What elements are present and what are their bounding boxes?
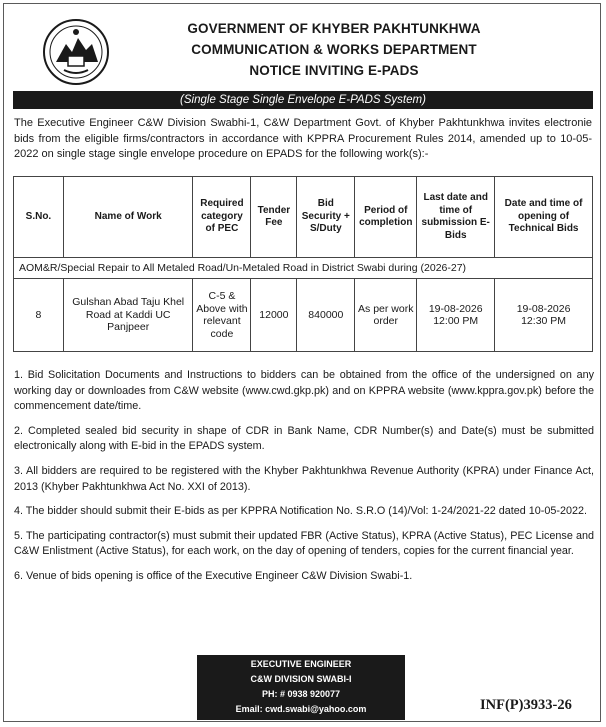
cell-name-of-work: Gulshan Abad Taju Khel Road at Kaddi UC Panjpeer (63, 279, 193, 352)
header-tender-fee: Tender Fee (251, 177, 297, 258)
government-emblem-icon (42, 18, 110, 86)
signatory-email: Email: cwd.swabi@yahoo.com (235, 704, 367, 714)
cell-period: As per work order (355, 279, 417, 352)
section-title: AOM&R/Special Repair to All Metaled Road/Un-Metaled Road in District Swabi during (2026-27) (14, 258, 593, 279)
header-bid-security: Bid Security + S/Duty (297, 177, 355, 258)
works-table (13, 176, 593, 352)
signature-block (197, 655, 405, 720)
opening-date-value: 19-08-2026 (516, 302, 571, 315)
term-item-3: 3. All bidders are required to be registered with the Khyber Pakhtunkhwa Revenue Authority (KPRA) under Finance Act, 2013 (Khyber Pakhtunkhwa Act No. XXI of 2013). (14, 464, 594, 493)
department-title: COMMUNICATION & WORKS DEPARTMENT (191, 42, 477, 57)
reference-number: INF(P)3933-26 (480, 697, 572, 713)
notice-header (4, 10, 602, 90)
term-item-6: 6. Venue of bids opening is office of the Executive Engineer C&W Division Swabi-1. (14, 569, 413, 582)
cell-sno: 8 (14, 279, 64, 352)
cell-category: C-5 & Above with relevant code (193, 279, 251, 352)
cell-last-date (417, 279, 495, 352)
term-item-5: 5. The participating contractor(s) must submit their updated FBR (Active Status), KPRA (Active Status), PEC License and C&W Enlistment (Active Status), for each work, on the day of opening of tenders, copies for the current financial year. (14, 529, 594, 558)
term-item-1: 1. Bid Solicitation Documents and Instructions to bidders can be obtained from the office of the undersigned on any working day or downloades from C&W website (www.cwd.gkp.pk) and on KPPRA website (www.kppra.gov.pk) before the commencement date/time. (14, 369, 594, 413)
header-period: Period of completion (355, 177, 417, 258)
opening-time-value: 12:30 PM (521, 315, 567, 327)
header-category: Required category of PEC (193, 177, 251, 258)
table-header-row (14, 177, 593, 258)
table-row (14, 279, 593, 352)
term-item-4: 4. The bidder should submit their E-bids as per KPPRA Notification No. S.R.O (14)/Vol: 1-24/2021-22 dated 10-05-2022. (14, 505, 587, 518)
header-last-date: Last date and time of submission E-Bids (417, 177, 495, 258)
signatory-division: C&W DIVISION SWABI-I (250, 674, 352, 684)
notice-page (3, 3, 601, 722)
intro-paragraph: The Executive Engineer C&W Division Swabhi-1, C&W Department Govt. of Khyber Pakhtunkhwa invites electronie bids from the eligible firms/contractors in accordance with KPPRA Procurement Rules 2014, amended up to 10-05-2022 on single stage single envelope procedure on EPADS for the following work(s):- (14, 117, 592, 160)
header-titles (124, 18, 544, 81)
cell-opening-date (495, 279, 593, 352)
signatory-phone: PH: # 0938 920077 (261, 689, 341, 699)
signatory-title: EXECUTIVE ENGINEER (250, 659, 352, 669)
cell-tender-fee: 12000 (251, 279, 297, 352)
system-banner: (Single Stage Single Envelope E-PADS System) (13, 91, 593, 109)
terms-list (14, 368, 594, 594)
header-name-of-work: Name of Work (63, 177, 193, 258)
cell-bid-security: 840000 (297, 279, 355, 352)
term-item-2: 2. Completed sealed bid security in shape of CDR in Bank Name, CDR Number(s) and Date(s) must be submitted electronically along with E-bid in the EPADS system. (14, 424, 594, 453)
header-opening-date: Date and time of opening of Technical Bids (495, 177, 593, 258)
last-date-value: 19-08-2026 (428, 302, 483, 315)
table-section-row (14, 258, 593, 279)
last-time-value: 12:00 PM (433, 315, 479, 327)
government-title: GOVERNMENT OF KHYBER PAKHTUNKHWA (187, 21, 481, 36)
header-sno: S.No. (14, 177, 64, 258)
notice-title: NOTICE INVITING E-PADS (249, 63, 419, 78)
